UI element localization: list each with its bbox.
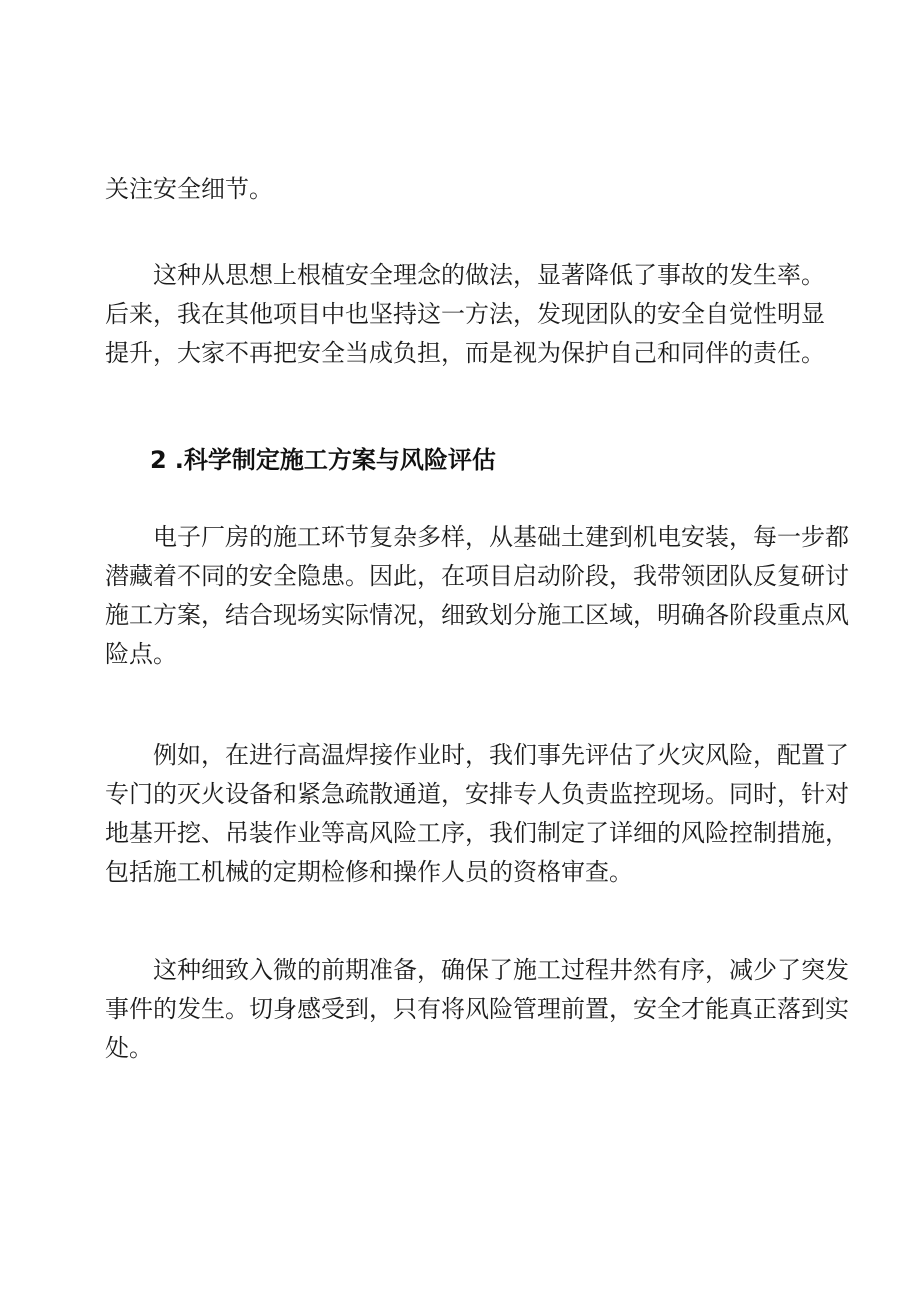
paragraph-line: 施工方案，结合现场实际情况，细致划分施工区域，明确各阶段重点风 (105, 601, 849, 629)
section-title: .科学制定施工方案与风险评估 (174, 446, 496, 474)
paragraph-line: 处。 (105, 1034, 153, 1062)
paragraph-construction-plan (105, 518, 849, 674)
paragraph-line: 潜藏着不同的安全隐患。因此，在项目启动阶段，我带领团队反复研讨 (105, 562, 849, 590)
paragraph-line: 这种细致入微的前期准备，确保了施工过程井然有序，减少了突发 (105, 956, 849, 984)
section-number: 2 (150, 446, 167, 474)
paragraph-line: 例如，在进行高温焊接作业时，我们事先评估了火灾风险，配置了 (105, 741, 849, 769)
paragraph-line: 事件的发生。切身感受到，只有将风险管理前置，安全才能真正落到实 (105, 995, 849, 1023)
paragraph-line: 这种从思想上根植安全理念的做法，显著降低了事故的发生率。 (105, 261, 825, 289)
paragraph-line: 关注安全细节。 (105, 175, 273, 203)
paragraph-line: 后来，我在其他项目中也坚持这一方法，发现团队的安全自觉性明显 (105, 300, 825, 328)
paragraph-closing-fragment (105, 170, 825, 209)
paragraph-line: 险点。 (105, 640, 177, 668)
paragraph-line: 地基开挖、吊装作业等高风险工序，我们制定了详细的风险控制措施， (105, 819, 849, 847)
paragraph-line: 电子厂房的施工环节复杂多样，从基础土建到机电安装，每一步都 (105, 523, 849, 551)
paragraph-line: 包括施工机械的定期检修和操作人员的资格审查。 (105, 858, 633, 886)
paragraph-risk-example (105, 736, 849, 892)
section-heading (150, 443, 496, 477)
paragraph-safety-mindset (105, 256, 825, 373)
paragraph-line: 专门的灭火设备和紧急疏散通道，安排专人负责监控现场。同时，针对 (105, 780, 849, 808)
paragraph-preparation-result (105, 951, 849, 1068)
paragraph-line: 提升，大家不再把安全当成负担，而是视为保护自己和同伴的责任。 (105, 339, 825, 367)
